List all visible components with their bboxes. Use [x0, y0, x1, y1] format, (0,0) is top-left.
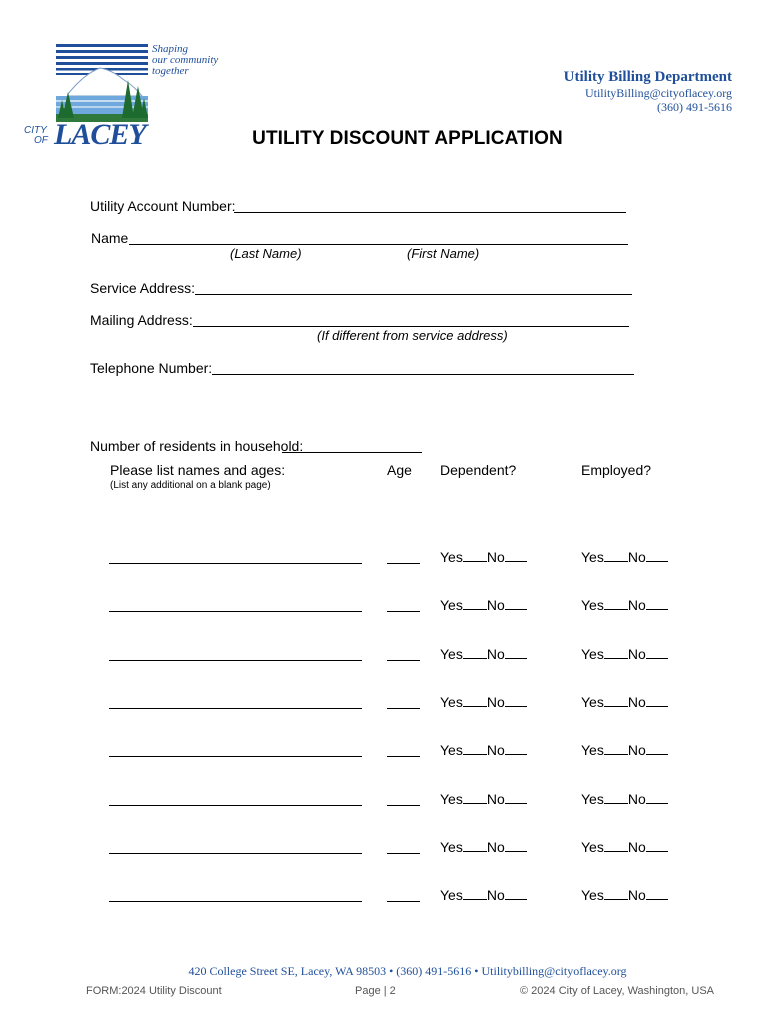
dependent-no-blank[interactable]: [505, 646, 527, 659]
dependent-no-label: No: [486, 694, 505, 710]
department-email: UtilityBilling@cityoflacey.org: [584, 86, 732, 100]
logo-city-name: LACEY: [54, 118, 146, 151]
employed-no-label: No: [627, 742, 646, 758]
residents-label: Number of residents in household:: [90, 438, 304, 454]
resident-name-line[interactable]: [109, 611, 362, 612]
resident-name-line[interactable]: [109, 660, 362, 661]
dependent-no-label: No: [486, 839, 505, 855]
dependent-yes-no: [440, 549, 527, 565]
list-note: (List any additional on a blank page): [110, 480, 271, 491]
employed-no-blank[interactable]: [646, 791, 668, 804]
dependent-yes-no: [440, 694, 527, 710]
dependent-yes-blank[interactable]: [463, 887, 487, 900]
dependent-yes-blank[interactable]: [463, 694, 487, 707]
employed-yes-no: [581, 791, 668, 807]
employed-yes-no: [581, 694, 668, 710]
resident-age-line[interactable]: [387, 805, 420, 806]
dependent-yes-blank[interactable]: [463, 597, 487, 610]
employed-yes-label: Yes: [581, 646, 604, 662]
account-number-line[interactable]: [234, 212, 626, 213]
resident-age-line[interactable]: [387, 756, 420, 757]
employed-yes-blank[interactable]: [604, 549, 628, 562]
employed-no-label: No: [627, 791, 646, 807]
employed-no-blank[interactable]: [646, 742, 668, 755]
employed-yes-no: [581, 597, 668, 613]
employed-yes-no: [581, 839, 668, 855]
service-address-line[interactable]: [195, 294, 632, 295]
name-label: Name: [91, 230, 129, 246]
dependent-no-blank[interactable]: [505, 549, 527, 562]
telephone-label: Telephone Number:: [90, 360, 213, 376]
dependent-yes-no: [440, 742, 527, 758]
employed-yes-no: [581, 887, 668, 903]
dependent-yes-no: [440, 791, 527, 807]
dependent-yes-no: [440, 839, 527, 855]
employed-no-blank[interactable]: [646, 597, 668, 610]
dependent-yes-blank[interactable]: [463, 742, 487, 755]
mailing-address-hint: (If different from service address): [317, 328, 508, 343]
employed-no-blank[interactable]: [646, 887, 668, 900]
dependent-yes-label: Yes: [440, 597, 463, 613]
dependent-yes-blank[interactable]: [463, 839, 487, 852]
employed-no-blank[interactable]: [646, 549, 668, 562]
dependent-no-label: No: [486, 597, 505, 613]
resident-age-line[interactable]: [387, 901, 420, 902]
dependent-column-header: Dependent?: [440, 462, 517, 478]
employed-column-header: Employed?: [581, 462, 652, 478]
employed-no-blank[interactable]: [646, 646, 668, 659]
resident-age-line[interactable]: [387, 660, 420, 661]
footer-page-number: Page | 2: [355, 985, 396, 997]
mailing-address-label: Mailing Address:: [90, 312, 193, 328]
employed-yes-label: Yes: [581, 791, 604, 807]
dependent-no-blank[interactable]: [505, 742, 527, 755]
employed-no-label: No: [627, 646, 646, 662]
employed-no-label: No: [627, 597, 646, 613]
logo-tagline: Shaping our community together: [152, 43, 219, 77]
dependent-no-label: No: [486, 742, 505, 758]
account-number-label: Utility Account Number:: [90, 198, 236, 214]
resident-name-line[interactable]: [109, 563, 362, 564]
dependent-yes-no: [440, 597, 527, 613]
employed-yes-label: Yes: [581, 549, 604, 565]
department-name: Utility Billing Department: [563, 69, 732, 85]
employed-yes-blank[interactable]: [604, 839, 628, 852]
residents-line[interactable]: [282, 452, 422, 453]
employed-no-label: No: [627, 839, 646, 855]
dependent-yes-label: Yes: [440, 791, 463, 807]
employed-yes-blank[interactable]: [604, 791, 628, 804]
dependent-yes-blank[interactable]: [463, 646, 487, 659]
employed-yes-blank[interactable]: [604, 694, 628, 707]
dependent-no-blank[interactable]: [505, 597, 527, 610]
employed-yes-blank[interactable]: [604, 646, 628, 659]
list-names-label: Please list names and ages:: [110, 462, 286, 478]
dependent-yes-blank[interactable]: [463, 791, 487, 804]
footer-form-id: FORM:2024 Utility Discount: [86, 985, 222, 997]
resident-name-line[interactable]: [109, 901, 362, 902]
employed-no-label: No: [627, 549, 646, 565]
footer-copyright: © 2024 City of Lacey, Washington, USA: [520, 985, 714, 997]
resident-name-line[interactable]: [109, 805, 362, 806]
dependent-yes-no: [440, 646, 527, 662]
employed-yes-blank[interactable]: [604, 597, 628, 610]
name-line[interactable]: [129, 244, 628, 245]
employed-no-blank[interactable]: [646, 694, 668, 707]
dependent-no-blank[interactable]: [505, 694, 527, 707]
employed-yes-blank[interactable]: [604, 887, 628, 900]
dependent-yes-label: Yes: [440, 549, 463, 565]
dependent-yes-label: Yes: [440, 887, 463, 903]
employed-yes-label: Yes: [581, 887, 604, 903]
dependent-no-label: No: [486, 791, 505, 807]
resident-name-line[interactable]: [109, 708, 362, 709]
employed-no-label: No: [627, 887, 646, 903]
employed-no-blank[interactable]: [646, 839, 668, 852]
dependent-yes-label: Yes: [440, 839, 463, 855]
employed-yes-label: Yes: [581, 839, 604, 855]
department-contact: [564, 69, 732, 114]
mailing-address-line[interactable]: [193, 326, 629, 327]
dependent-yes-label: Yes: [440, 646, 463, 662]
department-phone: (360) 491-5616: [657, 100, 732, 114]
resident-age-line[interactable]: [387, 708, 420, 709]
resident-age-line[interactable]: [387, 853, 420, 854]
dependent-yes-no: [440, 887, 527, 903]
employed-no-label: No: [627, 694, 646, 710]
dependent-no-label: No: [486, 887, 505, 903]
employed-yes-no: [581, 646, 668, 662]
page-title: UTILITY DISCOUNT APPLICATION: [252, 128, 563, 149]
footer-address: 420 College Street SE, Lacey, WA 98503 • (360) 491-5616 • Utilitybilling@cityoflacey.org: [188, 964, 627, 978]
employed-yes-label: Yes: [581, 597, 604, 613]
employed-yes-no: [581, 549, 668, 565]
resident-age-line[interactable]: [387, 563, 420, 564]
age-column-header: Age: [387, 462, 412, 478]
employed-yes-no: [581, 742, 668, 758]
resident-age-line[interactable]: [387, 611, 420, 612]
dependent-no-blank[interactable]: [505, 839, 527, 852]
service-address-label: Service Address:: [90, 280, 196, 296]
first-name-hint: (First Name): [407, 246, 480, 261]
dependent-yes-blank[interactable]: [463, 549, 487, 562]
employed-yes-label: Yes: [581, 742, 604, 758]
dependent-no-label: No: [486, 549, 505, 565]
dependent-no-blank[interactable]: [505, 791, 527, 804]
resident-name-line[interactable]: [109, 853, 362, 854]
dependent-no-blank[interactable]: [505, 887, 527, 900]
last-name-hint: (Last Name): [230, 246, 302, 261]
dependent-yes-label: Yes: [440, 742, 463, 758]
dependent-no-label: No: [486, 646, 505, 662]
telephone-line[interactable]: [212, 374, 634, 375]
employed-yes-blank[interactable]: [604, 742, 628, 755]
resident-name-line[interactable]: [109, 756, 362, 757]
employed-yes-label: Yes: [581, 694, 604, 710]
dependent-yes-label: Yes: [440, 694, 463, 710]
logo-city-of: CITY OF: [24, 125, 48, 146]
